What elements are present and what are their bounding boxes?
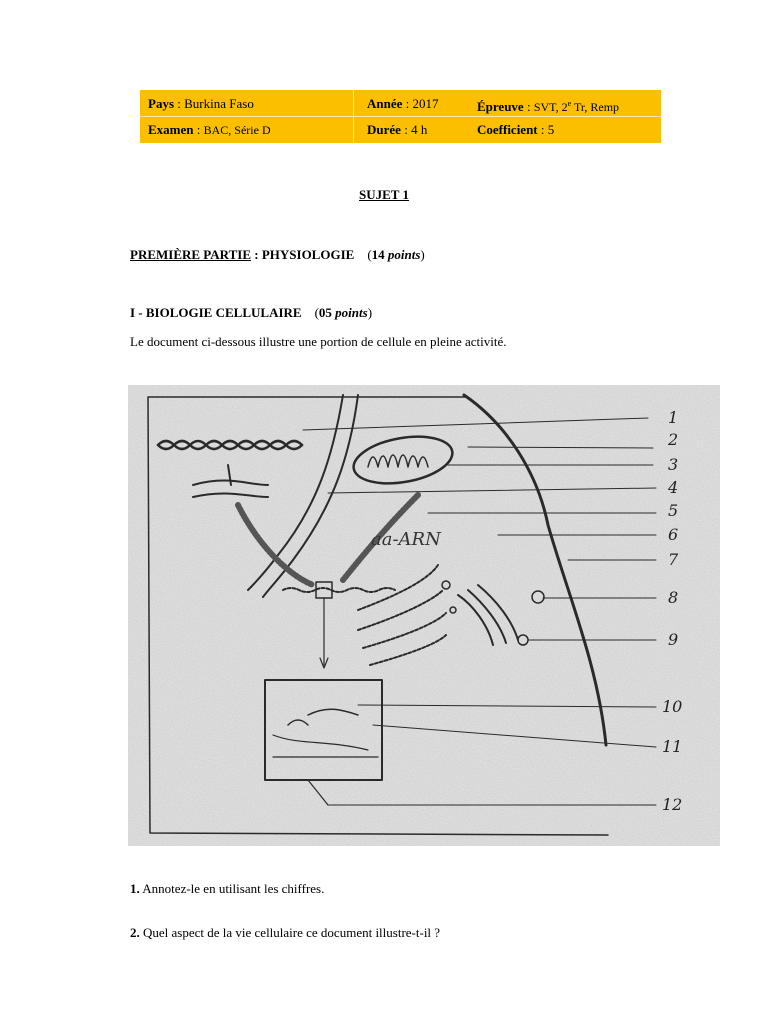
figure-label-2: 2 (668, 430, 679, 449)
figure-label-6: 6 (668, 525, 679, 544)
handwritten-label: aa-ARN (371, 529, 441, 550)
duree-label: Durée (367, 122, 401, 137)
pays-value: Burkina Faso (184, 96, 254, 111)
coefficient-cell: Coefficient : 5 (477, 122, 555, 137)
part-points-word: points (387, 247, 421, 262)
exam-header-table (140, 90, 661, 143)
question-1 (130, 881, 324, 897)
question-2 (130, 925, 440, 941)
figure-label-9: 9 (668, 630, 679, 649)
examen-cell: Examen : BAC, Série D (148, 122, 271, 137)
figure-label-4: 4 (668, 478, 679, 497)
coefficient-label: Coefficient (477, 122, 538, 137)
figure-label-11: 11 (662, 737, 683, 756)
pays-cell: Pays : Burkina Faso (148, 96, 254, 111)
figure-label-7: 7 (668, 550, 679, 569)
figure-label-8: 8 (668, 588, 679, 607)
duree-value: 4 h (411, 122, 428, 137)
annee-value: 2017 (412, 96, 439, 111)
figure-label-12: 12 (662, 795, 683, 814)
annee-label: Année (367, 96, 403, 111)
figure-label-5: 5 (668, 501, 679, 520)
cell-diagram (128, 385, 720, 846)
annee-cell: Année : 2017 (367, 96, 439, 111)
part-heading: PREMIÈRE PARTIE : PHYSIOLOGIE (14 points) (130, 247, 425, 262)
question-2-number: 2. (130, 925, 140, 940)
intro-text: Le document ci-dessous illustre une portion de cellule en pleine activité. (130, 334, 507, 349)
figure-label-10: 10 (662, 697, 683, 716)
epreuve-cell: Épreuve : SVT, 2e Tr, Remp (477, 99, 620, 114)
epreuve-label: Épreuve (477, 99, 524, 114)
epreuve-value: SVT, 2e Tr, Remp (533, 99, 620, 114)
figure-label-1: 1 (668, 408, 679, 427)
examen-label: Examen (148, 122, 194, 137)
part-points-number: 14 (371, 247, 385, 262)
examen-value: BAC, Série D (203, 123, 271, 137)
section-label: I - BIOLOGIE CELLULAIRE (130, 305, 302, 320)
figure-label-3: 3 (668, 455, 679, 474)
question-2-text: Quel aspect de la vie cellulaire ce document illustre-t-il ? (143, 925, 441, 940)
pays-label: Pays (148, 96, 174, 111)
coefficient-value: 5 (547, 122, 555, 137)
duree-cell: Durée : 4 h (367, 122, 428, 137)
question-1-text: Annotez-le en utilisant les chiffres. (142, 881, 325, 896)
question-1-number: 1. (130, 881, 140, 896)
table-divider (140, 116, 661, 117)
section-points-word: points (335, 305, 368, 320)
part-label: PREMIÈRE PARTIE (130, 247, 252, 262)
section-heading: I - BIOLOGIE CELLULAIRE (05 points) (130, 305, 373, 320)
section-points-number: 05 (318, 305, 332, 320)
subject-title: SUJET 1 (359, 187, 409, 202)
part-title: : PHYSIOLOGIE (251, 247, 355, 262)
